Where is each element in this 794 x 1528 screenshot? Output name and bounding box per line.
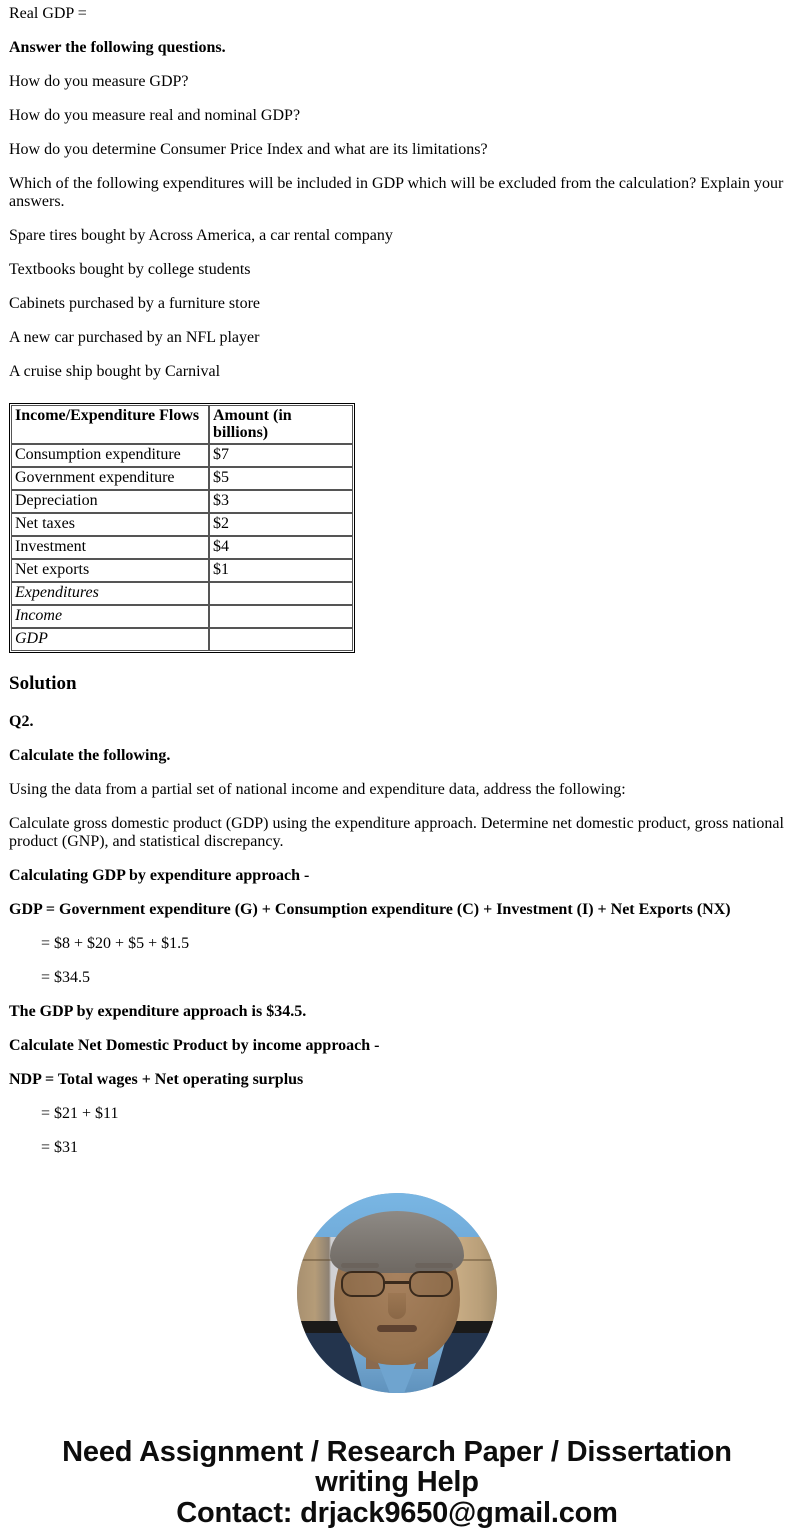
table-cell-amount: $4	[209, 536, 353, 559]
table-cell-flow: Investment	[11, 536, 209, 559]
question-label: Q2.	[9, 713, 34, 730]
expenditure-item: A new car purchased by an NFL player	[9, 329, 260, 346]
intro-line: Real GDP =	[9, 5, 87, 22]
table-cell-amount: $2	[209, 513, 353, 536]
table-header-cell: Amount (in billions)	[209, 405, 353, 444]
table-cell-flow: Depreciation	[11, 490, 209, 513]
table-header-row	[11, 405, 353, 444]
income-approach-heading: Calculate Net Domestic Product by income approach -	[9, 1037, 380, 1054]
table-cell-amount	[209, 582, 353, 605]
expenditure-item: A cruise ship bought by Carnival	[9, 363, 221, 380]
table-row	[11, 628, 353, 651]
table-header-cell: Income/Expenditure Flows	[11, 405, 209, 444]
expenditure-item: Textbooks bought by college students	[9, 261, 251, 278]
table-cell-amount: $1	[209, 559, 353, 582]
expenditure-approach-formula: GDP = Government expenditure (G) + Consumption expenditure (C) + Investment (I) + Net Exports (NX)	[9, 901, 731, 918]
avatar-container	[9, 1193, 785, 1393]
questions-heading: Answer the following questions.	[9, 39, 226, 56]
expenditure-item: Cabinets purchased by a furniture store	[9, 295, 261, 312]
avatar-lens-left	[341, 1271, 385, 1297]
avatar-eyebrow-left	[341, 1263, 379, 1268]
promo-contact: Contact: drjack9650@gmail.com	[176, 1497, 618, 1528]
table-cell-amount: $7	[209, 444, 353, 467]
table-row	[11, 536, 353, 559]
table-cell-amount: $3	[209, 490, 353, 513]
table-row	[11, 605, 353, 628]
question-item: How do you measure GDP?	[9, 73, 189, 90]
table-row	[11, 490, 353, 513]
table-cell-flow: Government expenditure	[11, 467, 209, 490]
income-approach-step: = $21 + $11	[41, 1105, 119, 1122]
expenditure-approach-heading: Calculating GDP by expenditure approach -	[9, 867, 310, 884]
question-item: How do you measure real and nominal GDP?	[9, 107, 301, 124]
expenditure-item: Spare tires bought by Across America, a car rental company	[9, 227, 393, 244]
avatar-lens-right	[409, 1271, 453, 1297]
table-cell-flow: GDP	[11, 628, 209, 651]
table-row	[11, 559, 353, 582]
table-cell-flow: Expenditures	[11, 582, 209, 605]
calculate-heading: Calculate the following.	[9, 747, 171, 764]
promo-banner	[9, 1437, 785, 1528]
table-row	[11, 582, 353, 605]
table-row	[11, 444, 353, 467]
solution-heading: Solution	[9, 673, 77, 694]
expenditure-approach-step: = $34.5	[41, 969, 91, 986]
table-row	[11, 513, 353, 536]
instruction-line: Calculate gross domestic product (GDP) using the expenditure approach. Determine net domestic product, gross national product (GNP), and statistical discrepancy.	[9, 815, 784, 850]
avatar	[297, 1193, 497, 1393]
table-cell-flow: Consumption expenditure	[11, 444, 209, 467]
income-expenditure-table	[9, 403, 355, 653]
avatar-mouth	[377, 1325, 417, 1332]
table-cell-amount	[209, 628, 353, 651]
expenditure-approach-step: = $8 + $20 + $5 + $1.5	[41, 935, 190, 952]
expenditure-approach-conclusion: The GDP by expenditure approach is $34.5.	[9, 1003, 307, 1020]
table-cell-flow: Net taxes	[11, 513, 209, 536]
question-item: Which of the following expenditures will be included in GDP which will be excluded from the calculation? Explain your answers.	[9, 175, 784, 210]
promo-line-1: Need Assignment / Research Paper / Dissertation	[62, 1436, 732, 1468]
avatar-glasses-bridge	[385, 1281, 409, 1284]
table-cell-flow: Net exports	[11, 559, 209, 582]
promo-line-2: writing Help	[315, 1466, 479, 1498]
table-cell-flow: Income	[11, 605, 209, 628]
table-row	[11, 467, 353, 490]
avatar-eyebrow-right	[415, 1263, 453, 1268]
income-approach-step: = $31	[41, 1139, 79, 1156]
income-approach-formula: NDP = Total wages + Net operating surplus	[9, 1071, 304, 1088]
table-cell-amount: $5	[209, 467, 353, 490]
glasses-icon	[341, 1271, 453, 1297]
question-item: How do you determine Consumer Price Index and what are its limitations?	[9, 141, 488, 158]
table-cell-amount	[209, 605, 353, 628]
instruction-line: Using the data from a partial set of national income and expenditure data, address the following:	[9, 781, 626, 798]
